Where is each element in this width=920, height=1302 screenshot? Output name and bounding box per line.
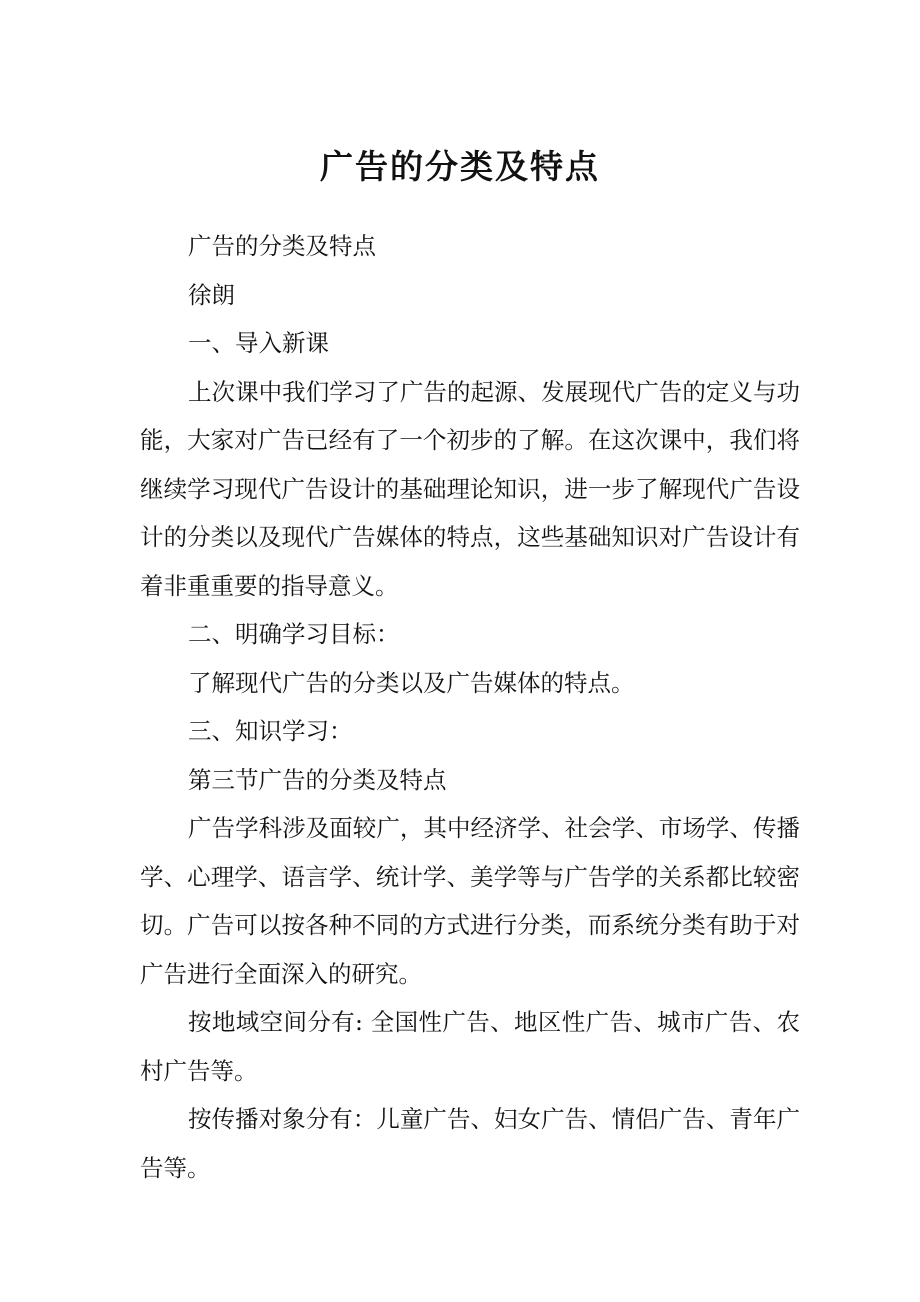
- paragraph-by-audience: 按传播对象分有：儿童广告、妇女广告、情侣广告、青年广告等。: [140, 1105, 800, 1182]
- section-heading-goals: 二、明确学习目标：: [188, 620, 400, 648]
- document-title: 广告的分类及特点: [320, 147, 600, 186]
- paragraph-subtitle: 广告的分类及特点: [188, 232, 376, 260]
- document-body: [140, 222, 800, 1192]
- paragraph-goals: 了解现代广告的分类以及广告媒体的特点。: [188, 668, 635, 697]
- paragraph-by-region: 按地域空间分有: 全国性广告、地区性广告、城市广告、农村广告等。: [140, 1008, 800, 1085]
- paragraph-intro: 上次课中我们学习了广告的起源、发展现代广告的定义与功能，大家对广告已经有了一个初步的了解。在这次课中，我们将继续学习现代广告设计的基础理论知识，进一步了解现代广告设计的分类以及现代广告媒体的特点，这些基础知识对广告设计有着非重重要的指导意义。: [140, 377, 800, 600]
- section-heading-learning: 三、知识学习：: [188, 717, 353, 745]
- section-heading-intro: 一、导入新课: [188, 329, 329, 357]
- paragraph-author: 徐朗: [188, 280, 235, 309]
- paragraph-overview: 广告学科涉及面较广，其中经济学、社会学、市场学、传播学、心理学、语言学、统计学、美学等与广告学的关系都比较密切。广告可以按各种不同的方式进行分类，而系统分类有助于对广告进行全面深入的研究。: [140, 814, 800, 988]
- section-subheading: 第三节广告的分类及特点: [188, 765, 447, 794]
